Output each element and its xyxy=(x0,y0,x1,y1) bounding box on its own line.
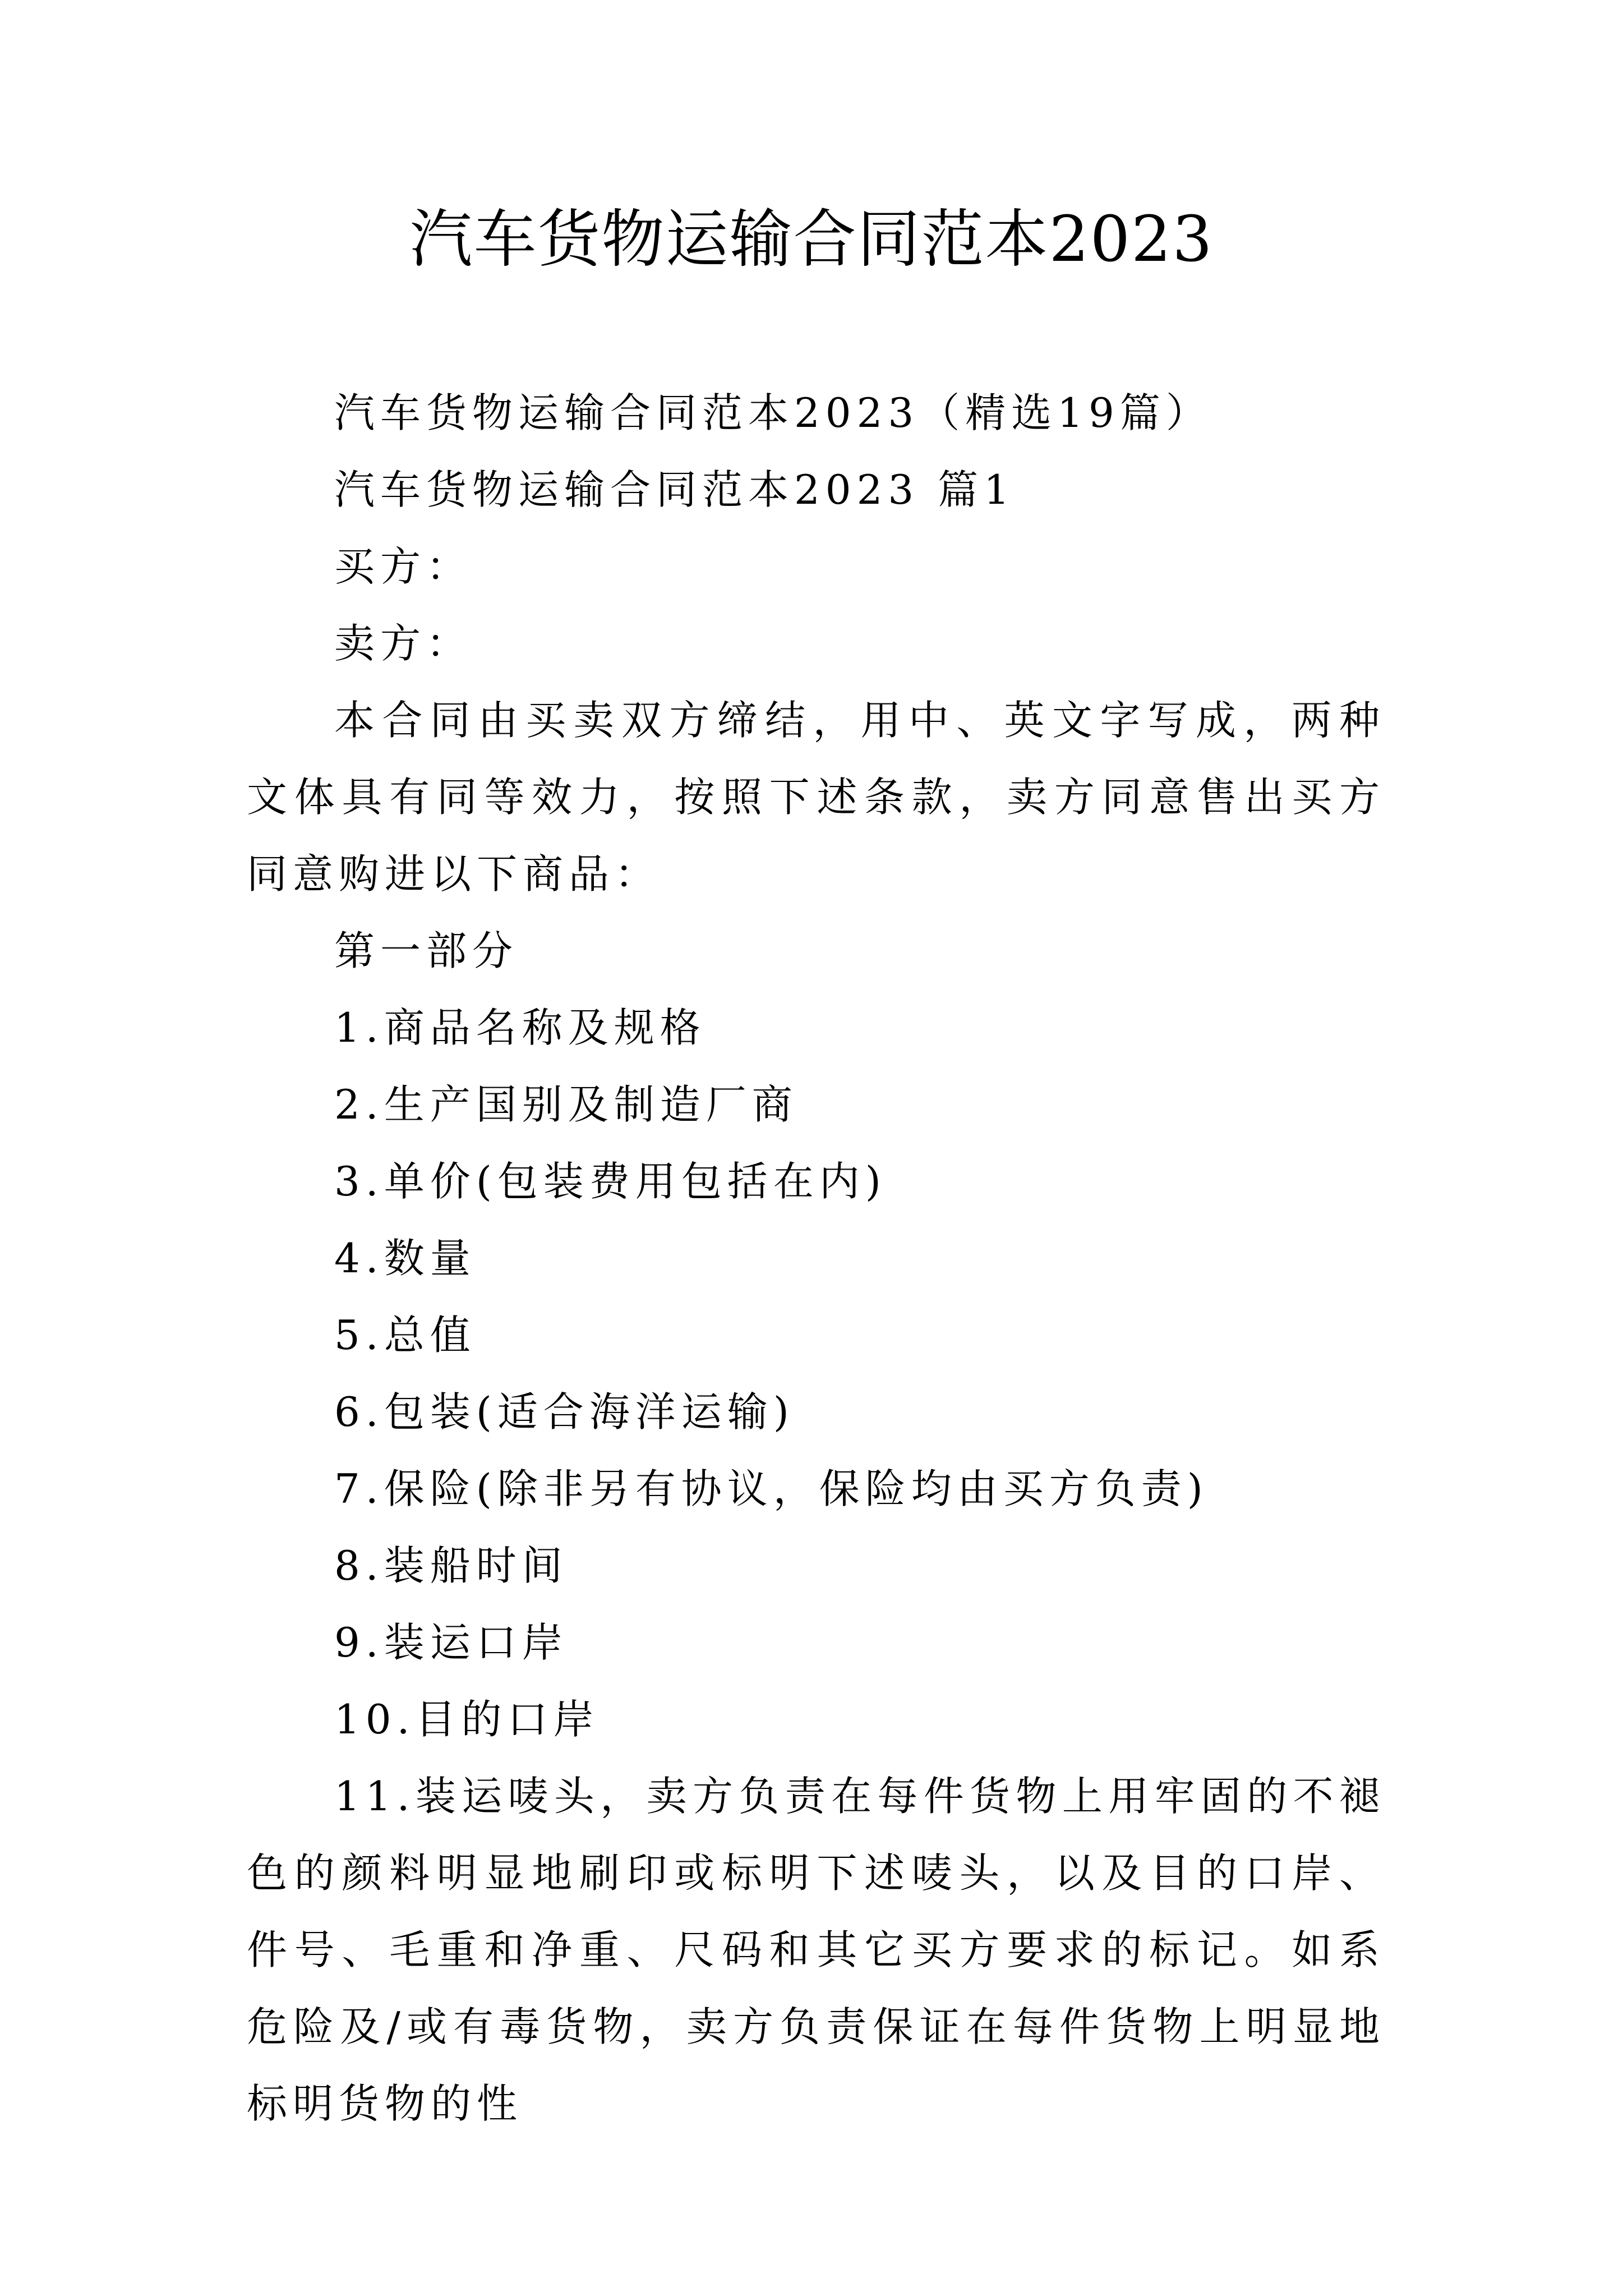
list-item: 7.保险(除非另有协议，保险均由买方负责) xyxy=(334,1465,1209,1512)
list-item: 1.商品名称及规格 xyxy=(334,1004,706,1051)
list-item: 2.生产国别及制造厂商 xyxy=(334,1081,798,1128)
list-item: 5.总值 xyxy=(334,1312,476,1359)
document-title: 汽车货物运输合同范本2023 xyxy=(409,203,1214,276)
list-item: 11.装运唛头，卖方负责在每件货物上用牢固的不褪色的颜料明显地刷印或标明下述唛头，以及目的口岸、件号、毛重和净重、尺码和其它买方要求的标记。如系危险及/或有毒货物，卖方负责保证在每件货物上明显地标明货物的性 xyxy=(247,1773,1385,2127)
paragraph-part-one: 第一部分 xyxy=(334,927,519,974)
list-item: 10.目的口岸 xyxy=(334,1696,600,1743)
list-item: 4.数量 xyxy=(334,1235,476,1282)
list-item: 6.包装(适合海洋运输) xyxy=(334,1388,795,1435)
paragraph-intro: 本合同由买卖双方缔结，用中、英文字写成，两种文体具有同等效力，按照下述条款，卖方同意售出买方同意购进以下商品： xyxy=(247,697,1385,898)
list-item: 8.装船时间 xyxy=(334,1542,568,1589)
paragraph-section-heading: 汽车货物运输合同范本2023 篇1 xyxy=(334,466,1015,513)
list-item: 9.装运口岸 xyxy=(334,1619,568,1666)
list-item: 3.单价(包装费用包括在内) xyxy=(334,1158,887,1205)
document-body xyxy=(247,375,1385,2142)
paragraph-seller: 卖方： xyxy=(334,620,473,667)
paragraph-subtitle: 汽车货物运输合同范本2023（精选19篇） xyxy=(334,389,1212,436)
paragraph-buyer: 买方： xyxy=(334,543,473,590)
